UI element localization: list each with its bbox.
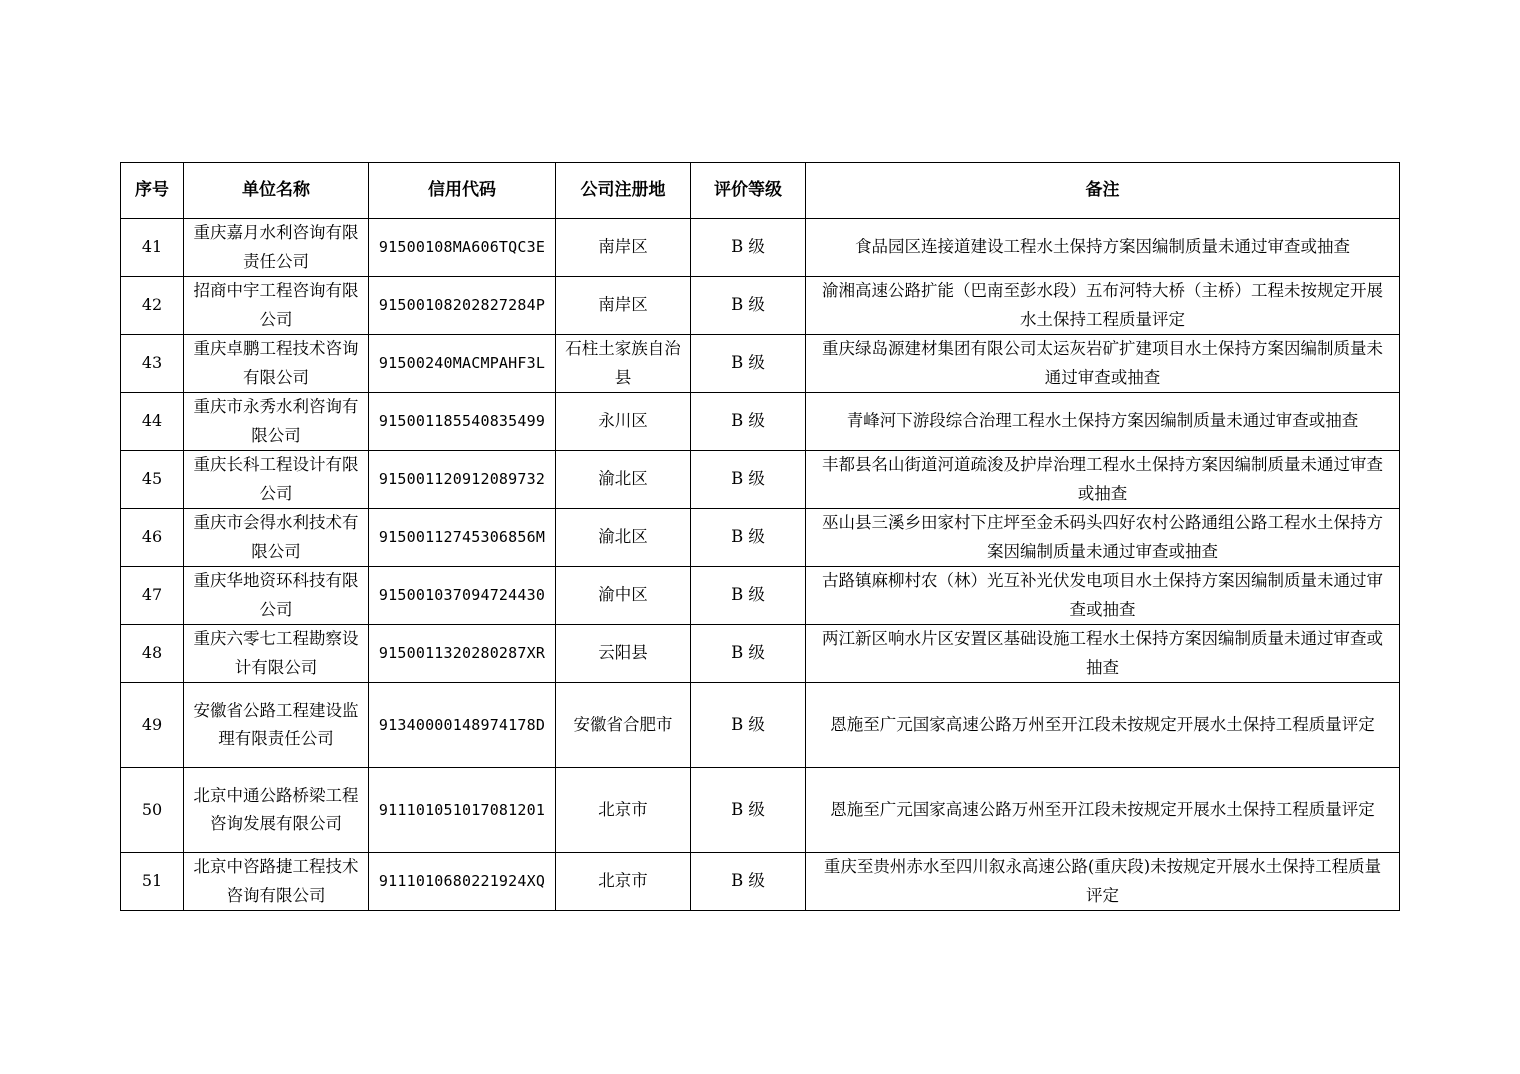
cell-code: 91340000148974178D xyxy=(369,683,556,768)
cell-grade: B 级 xyxy=(691,509,806,567)
cell-index: 48 xyxy=(121,625,184,683)
table-row xyxy=(121,451,1400,509)
cell-code: 915001037094724430 xyxy=(369,567,556,625)
cell-code: 91500112745306856M xyxy=(369,509,556,567)
table-row xyxy=(121,683,1400,768)
cell-remark: 丰都县名山街道河道疏浚及护岸治理工程水土保持方案因编制质量未通过审查或抽查 xyxy=(806,451,1400,509)
cell-name: 重庆嘉月水利咨询有限责任公司 xyxy=(184,219,369,277)
table-row xyxy=(121,567,1400,625)
cell-grade: B 级 xyxy=(691,277,806,335)
cell-remark: 渝湘高速公路扩能（巴南至彭水段）五布河特大桥（主桥）工程未按规定开展水土保持工程质量评定 xyxy=(806,277,1400,335)
cell-grade: B 级 xyxy=(691,683,806,768)
cell-name: 重庆长科工程设计有限公司 xyxy=(184,451,369,509)
table-header-row xyxy=(121,163,1400,219)
cell-code: 91500240MACMPAHF3L xyxy=(369,335,556,393)
cell-name: 重庆市永秀水利咨询有限公司 xyxy=(184,393,369,451)
cell-name: 重庆卓鹏工程技术咨询有限公司 xyxy=(184,335,369,393)
cell-code: 911101051017081201 xyxy=(369,768,556,853)
cell-code: 9111010680221924XQ xyxy=(369,853,556,911)
cell-index: 51 xyxy=(121,853,184,911)
header-grade: 评价等级 xyxy=(691,163,806,219)
cell-remark: 食品园区连接道建设工程水土保持方案因编制质量未通过审查或抽查 xyxy=(806,219,1400,277)
cell-index: 49 xyxy=(121,683,184,768)
cell-grade: B 级 xyxy=(691,393,806,451)
cell-location: 北京市 xyxy=(556,853,691,911)
cell-remark: 古路镇麻柳村农（林）光互补光伏发电项目水土保持方案因编制质量未通过审查或抽查 xyxy=(806,567,1400,625)
cell-location: 渝北区 xyxy=(556,451,691,509)
cell-name: 北京中通公路桥梁工程咨询发展有限公司 xyxy=(184,768,369,853)
table-row xyxy=(121,277,1400,335)
cell-index: 45 xyxy=(121,451,184,509)
cell-location: 渝北区 xyxy=(556,509,691,567)
cell-location: 永川区 xyxy=(556,393,691,451)
cell-index: 43 xyxy=(121,335,184,393)
table-row xyxy=(121,393,1400,451)
cell-location: 云阳县 xyxy=(556,625,691,683)
cell-remark: 重庆至贵州赤水至四川叙永高速公路(重庆段)未按规定开展水土保持工程质量评定 xyxy=(806,853,1400,911)
cell-grade: B 级 xyxy=(691,335,806,393)
cell-name: 重庆市会得水利技术有限公司 xyxy=(184,509,369,567)
header-index: 序号 xyxy=(121,163,184,219)
cell-index: 50 xyxy=(121,768,184,853)
cell-name: 重庆六零七工程勘察设计有限公司 xyxy=(184,625,369,683)
cell-remark: 恩施至广元国家高速公路万州至开江段未按规定开展水土保持工程质量评定 xyxy=(806,683,1400,768)
cell-location: 渝中区 xyxy=(556,567,691,625)
table-row xyxy=(121,335,1400,393)
cell-index: 47 xyxy=(121,567,184,625)
cell-code: 915001185540835499 xyxy=(369,393,556,451)
cell-location: 石柱土家族自治县 xyxy=(556,335,691,393)
cell-grade: B 级 xyxy=(691,451,806,509)
cell-grade: B 级 xyxy=(691,853,806,911)
cell-remark: 巫山县三溪乡田家村下庄坪至金禾码头四好农村公路通组公路工程水土保持方案因编制质量未通过审查或抽查 xyxy=(806,509,1400,567)
cell-code: 915001120912089732 xyxy=(369,451,556,509)
table-row xyxy=(121,509,1400,567)
header-location: 公司注册地 xyxy=(556,163,691,219)
table-row xyxy=(121,219,1400,277)
header-name: 单位名称 xyxy=(184,163,369,219)
cell-name: 重庆华地资环科技有限公司 xyxy=(184,567,369,625)
cell-grade: B 级 xyxy=(691,768,806,853)
credit-evaluation-table xyxy=(120,162,1400,911)
cell-index: 46 xyxy=(121,509,184,567)
cell-name: 安徽省公路工程建设监理有限责任公司 xyxy=(184,683,369,768)
cell-location: 南岸区 xyxy=(556,219,691,277)
cell-grade: B 级 xyxy=(691,567,806,625)
cell-remark: 两江新区响水片区安置区基础设施工程水土保持方案因编制质量未通过审查或抽查 xyxy=(806,625,1400,683)
cell-name: 招商中宇工程咨询有限公司 xyxy=(184,277,369,335)
cell-index: 41 xyxy=(121,219,184,277)
cell-code: 91500108MA606TQC3E xyxy=(369,219,556,277)
table-row xyxy=(121,625,1400,683)
cell-location: 南岸区 xyxy=(556,277,691,335)
header-remark: 备注 xyxy=(806,163,1400,219)
table-row xyxy=(121,768,1400,853)
cell-code: 91500108202827284P xyxy=(369,277,556,335)
cell-remark: 青峰河下游段综合治理工程水土保持方案因编制质量未通过审查或抽查 xyxy=(806,393,1400,451)
cell-name: 北京中咨路捷工程技术咨询有限公司 xyxy=(184,853,369,911)
cell-index: 42 xyxy=(121,277,184,335)
cell-location: 安徽省合肥市 xyxy=(556,683,691,768)
cell-code: 9150011320280287XR xyxy=(369,625,556,683)
cell-grade: B 级 xyxy=(691,625,806,683)
cell-remark: 恩施至广元国家高速公路万州至开江段未按规定开展水土保持工程质量评定 xyxy=(806,768,1400,853)
cell-remark: 重庆绿岛源建材集团有限公司太运灰岩矿扩建项目水土保持方案因编制质量未通过审查或抽查 xyxy=(806,335,1400,393)
cell-index: 44 xyxy=(121,393,184,451)
cell-grade: B 级 xyxy=(691,219,806,277)
cell-location: 北京市 xyxy=(556,768,691,853)
header-code: 信用代码 xyxy=(369,163,556,219)
table-row xyxy=(121,853,1400,911)
